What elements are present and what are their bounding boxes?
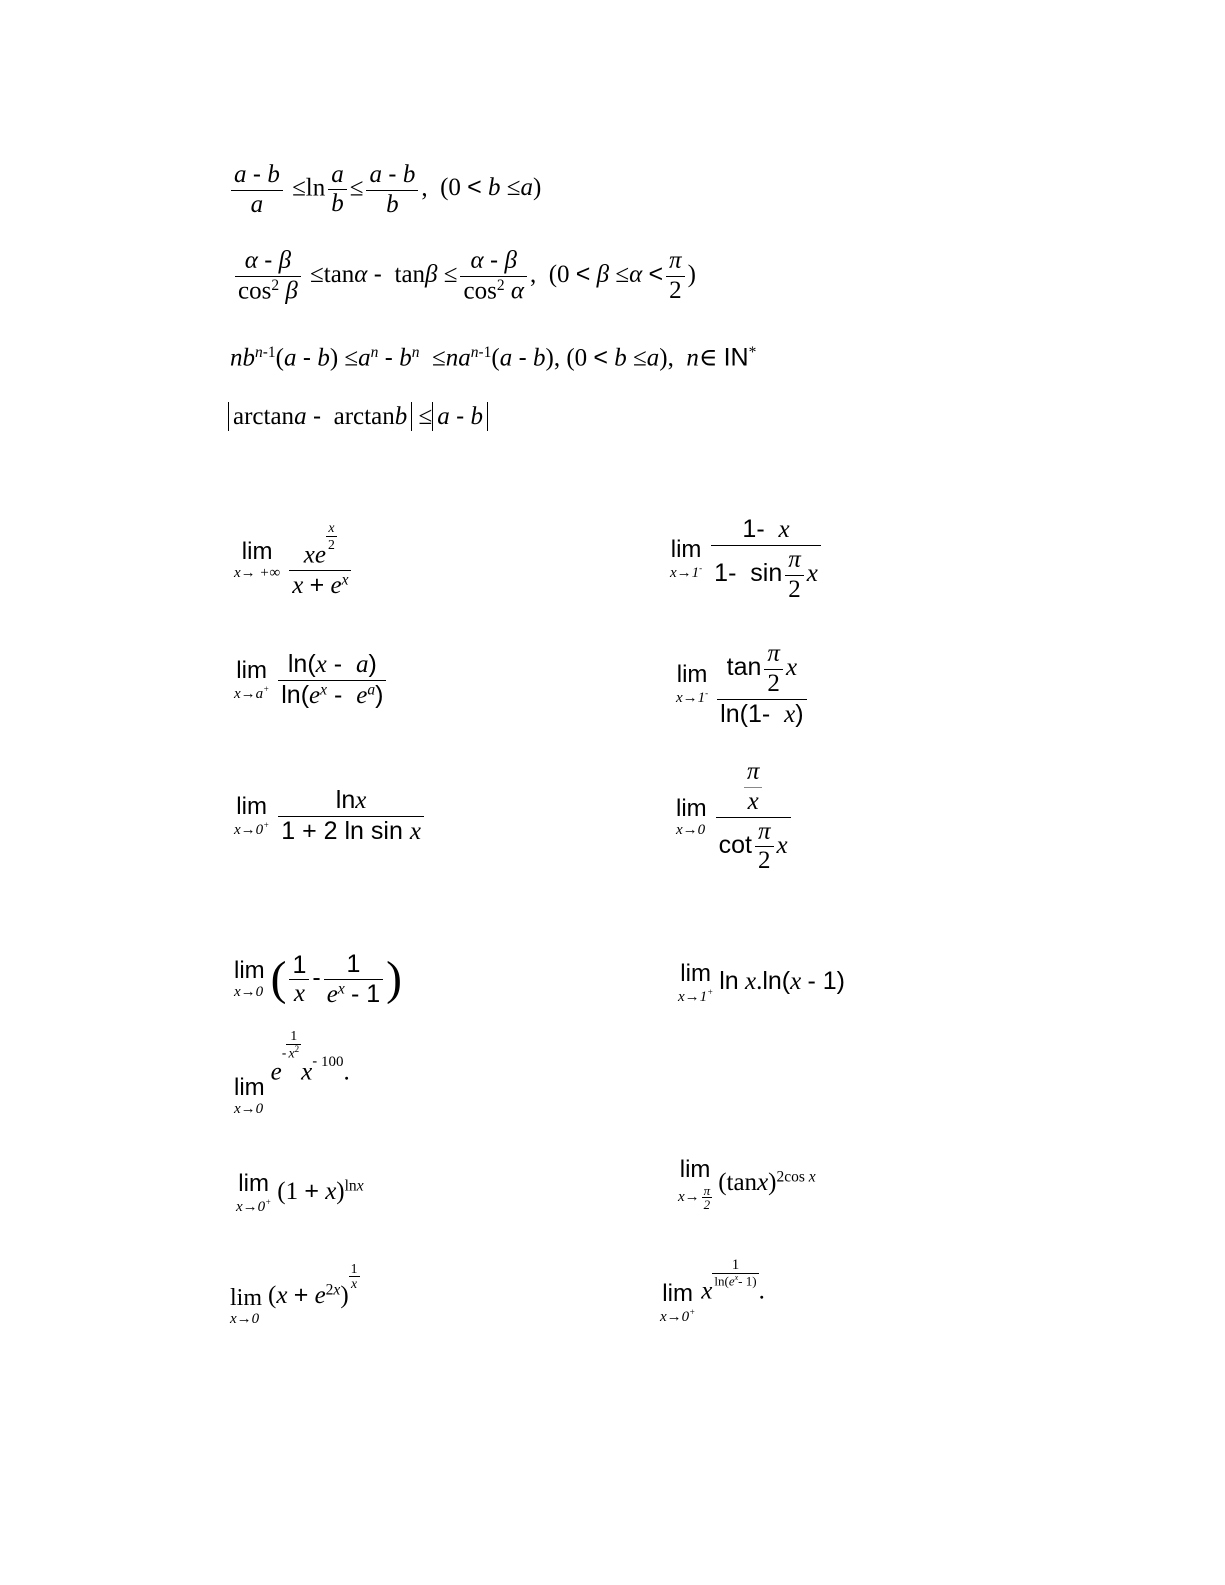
- limit-12: lim x→0 $(x + e^{2x})$ $\frac{1}{x}$: [230, 1261, 358, 1327]
- limit-8: lim x→1+ ln x.ln(x - 1): [678, 960, 845, 1005]
- limit-13: lim x→0+ x $\frac{1}{\ln(e^x- 1)}$ .: [660, 1257, 765, 1326]
- inequality-4: arctana - arctanb ≤ a - b: [228, 402, 488, 431]
- limit-3: lim x→a+ $\frac{\ln(x - a)}{\ln(e^x - e^a)}$: [234, 650, 389, 711]
- inequality-3: $nb^{n-1}(a - b) \le a^n - b^n \le na^{n-1}(a - b)$, (0 < b ≤a), n∈ IN*: [230, 343, 757, 372]
- limit-4: lim x→1- tan $\frac{\pi}{2}$ x ln(1- x): [676, 640, 810, 729]
- limit-9: lim x→0 e- $\frac{1}{x^2}$ $x^{- 100}$.: [234, 1029, 350, 1118]
- limit-1: lim x→ +∞ xe $\frac{x}{2}$ $x + e^x$: [234, 520, 354, 601]
- limit-7: lim x→0 ( $\frac{1}{x}$ - $\frac{1}{e^x - 1}$ ): [234, 950, 402, 1008]
- limit-11: lim x→ π 2 $(\tan x)^{2cos x}$: [678, 1156, 816, 1212]
- limit-5: lim x→0+ $\frac{\ln x}{\text{1 + 2 ln sin x}}$: [234, 786, 427, 847]
- inequality-1: $\frac{a - b}{a}$ ≤ln $\frac{a}{b}$ ≤ $\frac{a - b}{b}$ , (0 < b ≤a): [228, 160, 541, 220]
- limit-2: lim x→1- 1- x 1- sin $\frac{\pi}{2}$ x: [670, 515, 824, 604]
- inequality-2: $\frac{\alpha - \beta}{\cos^2 \beta}$ ≤tanα - tanβ ≤ $\frac{\alpha - \beta}{\cos^2 \alpha}$ , (0 < β ≤α < $\frac{\pi}{2}$ ): [232, 246, 696, 306]
- limit-6: lim x→0 $\frac{\pi}{x}$ cot $\frac{\pi}{2}$ x: [676, 758, 794, 876]
- limit-10: lim x→0+ $(1 + x)^{lnx}$: [236, 1170, 364, 1215]
